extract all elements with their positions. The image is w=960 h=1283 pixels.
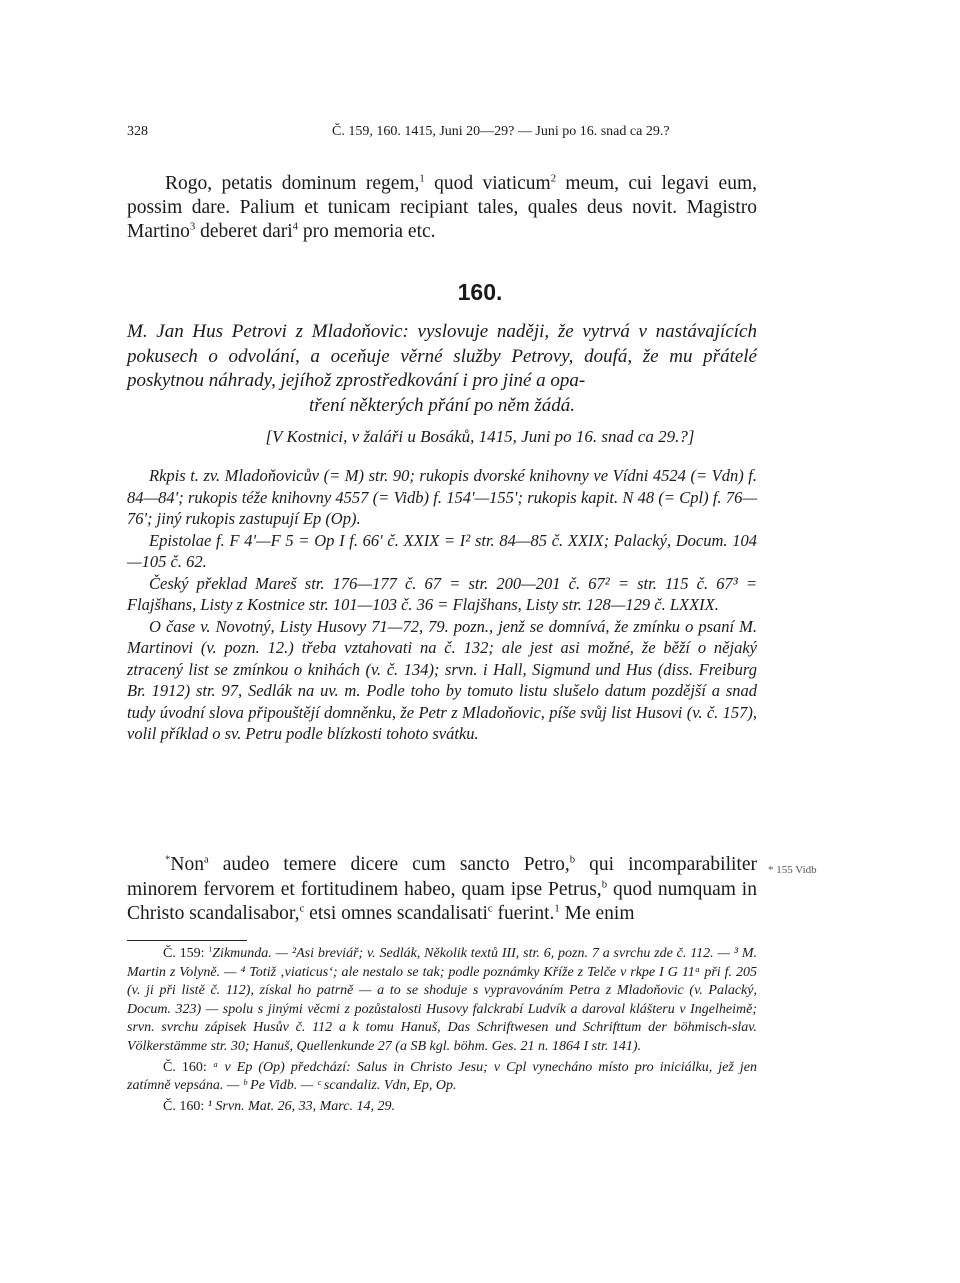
latin-text: etsi omnes scandalisati	[304, 903, 488, 924]
footnote-ref: 1	[419, 172, 425, 185]
footnotes	[127, 945, 757, 1116]
dateline: [V Kostnici, v žaláři u Bosáků, 1415, Juni po 16. snad ca 29.?]	[265, 427, 695, 446]
continuation-paragraph	[127, 172, 757, 244]
margin-note: * 155 Vidb	[768, 864, 817, 876]
footnote-label: Č. 160:	[163, 1059, 207, 1075]
source-note: Epistolae f. F 4'—F 5 = Op I f. 66' č. XXIX = I² str. 84—85 č. XXIX; Palacký, Docum. 104—105 č. 62.	[127, 530, 757, 571]
footnote-text: ¹ Srvn. Mat. 26, 33, Marc. 14, 29.	[207, 1098, 395, 1114]
latin-text: Non	[170, 854, 204, 875]
page-number: 328	[127, 124, 148, 139]
footnote-ref: a	[203, 853, 209, 866]
footnote-ref: c	[299, 902, 305, 915]
footnote-159	[127, 945, 757, 1057]
footnote-label: Č. 160:	[163, 1098, 205, 1114]
latin-text: audeo temere dicere cum sancto Petro,	[208, 854, 570, 875]
footnote-ref: b	[601, 878, 608, 890]
marginal-marker: *	[165, 853, 171, 866]
continuation-text: pro memoria etc.	[298, 221, 436, 242]
source-note: Český překlad Mareš str. 176—177 č. 67 = str. 200—201 č. 67² = str. 115 č. 67³ = Flajšhans, Listy z Kostnice str. 101—103 č. 36 = Flajšhans, Listy str. 128—129 č. LXXIX.	[127, 573, 757, 614]
source-note: Rkpis t. zv. Mladoňovicův (= M) str. 90; rukopis dvorské knihovny ve Vídni 4524 (= Vdn) f. 84—84'; rukopis téže knihovny 4557 (= Vidb) f. 154'—155'; rukopis kapit. N 48 (= Cpl) f. 76—76'; jiný rukopis zastupují Ep (Op).	[127, 466, 757, 528]
source-note: O čase v. Novotný, Listy Husovy 71—72, 79. pozn., jenž se domnívá, že zmínku o psaní M. Martinovi (v. pozn. 12.) třeba vztahovati na č. 132; ale jest asi možné, že běží o nějaký ztracený list se zmínkou o knihách (v. č. 134); srvn. i Hall, Sigmund und Hus (diss. Freiburg Br. 1912) str. 97, Sedlák na uv. m. Podle toho by tomuto listu slušelo datum pozdější a snad tudy úvodní slova připouštějí domněnku, že Petr z Mladoňovic, píše svůj list Husovi (v. č. 157), volil příklad o sv. Petru podle blízkosti tohoto svátku.	[127, 616, 757, 743]
regest	[127, 320, 757, 418]
continuation-text: meum, cui legavi eum, possim dare. Palium et tunicam recipiant tales, quales deus novit. Magistro Martino	[127, 173, 757, 242]
footnote-rule	[127, 940, 247, 941]
footnote-text: Zikmunda. — ²Asi breviář; v. Sedlák, Několik textů III, str. 6, pozn. 7 a svrchu zde č. 112. — ³ M. Martin z Volyně. — ⁴ Totiž ‚viaticus‘; ale nestalo se tak; podle poznámky Kříže z Telče v rkpe I G 11ᵃ při f. 205 (v. ji při listě č. 112), získal ho patrně — a to se shoduje s vypravováním Petra z Mladoňovic (v. Palacký, Docum. 323) — spolu s jinými věcmi z pozůstalosti Husovy falckrabí Ludvík a daroval klášteru v Ingelheimě; srvn. svrchu zápisek Husův č. 112 a k tomu Hanuš, Das Schriftwesen und Schrifttum der böhmisch-slav. Völkerstämme str. 30; Hanuš, Quellenkunde 27 (a SB kgl. böhm. Ges. 21 n. 1864 I str. 141).	[127, 946, 758, 1054]
continuation-text: quod viaticum	[424, 173, 551, 194]
regest-last-line: tření některých přání po něm žádá.	[309, 394, 575, 416]
source-notes	[127, 465, 757, 745]
latin-text: fuerint.	[492, 903, 555, 924]
letter-number: 160.	[457, 279, 503, 305]
footnote-ref: 4	[292, 220, 298, 233]
latin-letter-text	[127, 853, 757, 927]
footnote-ref: 2	[550, 172, 557, 185]
footnote-160-b	[127, 1098, 757, 1117]
footnote-160-a	[127, 1059, 757, 1096]
running-head: Č. 159, 160. 1415, Juni 20—29? — Juni po 16. snad ca 29.?	[332, 124, 670, 139]
latin-text: Me enim	[559, 903, 635, 924]
continuation-text: deberet dari	[195, 221, 293, 242]
footnote-ref: b	[569, 853, 576, 866]
footnote-ref: c	[487, 902, 493, 915]
latin-text: quod numquam in Christo scandalisabor,	[127, 878, 757, 924]
footnote-label: Č. 159:	[163, 946, 205, 961]
footnote-ref: 3	[189, 220, 196, 233]
latin-text: qui incomparabiliter minorem fervorem et fortitudinem habeo, quam ipse Petrus,	[127, 854, 757, 900]
continuation-text: Rogo, petatis dominum regem,	[165, 173, 420, 194]
regest-main: M. Jan Hus Petrovi z Mladoňovic: vyslovuje naději, že vytrvá v nastávajících pokusech o odvolání, a oceňuje věrné služby Petrovy, doufá, že mu přátelé poskytnou náhrady, jejíhož zprostředkování i pro jiné a opa-	[127, 321, 757, 391]
footnote-ref: 1	[208, 944, 213, 954]
footnote-text: ᵃ v Ep (Op) předchází: Salus in Christo Jesu; v Cpl vynecháno místo pro iniciálku, jež jen zatímně vepsána. — ᵇ Pe Vidb. — ᶜ scandaliz. Vdn, Ep, Op.	[127, 1059, 757, 1094]
footnote-ref: 1	[554, 902, 560, 915]
